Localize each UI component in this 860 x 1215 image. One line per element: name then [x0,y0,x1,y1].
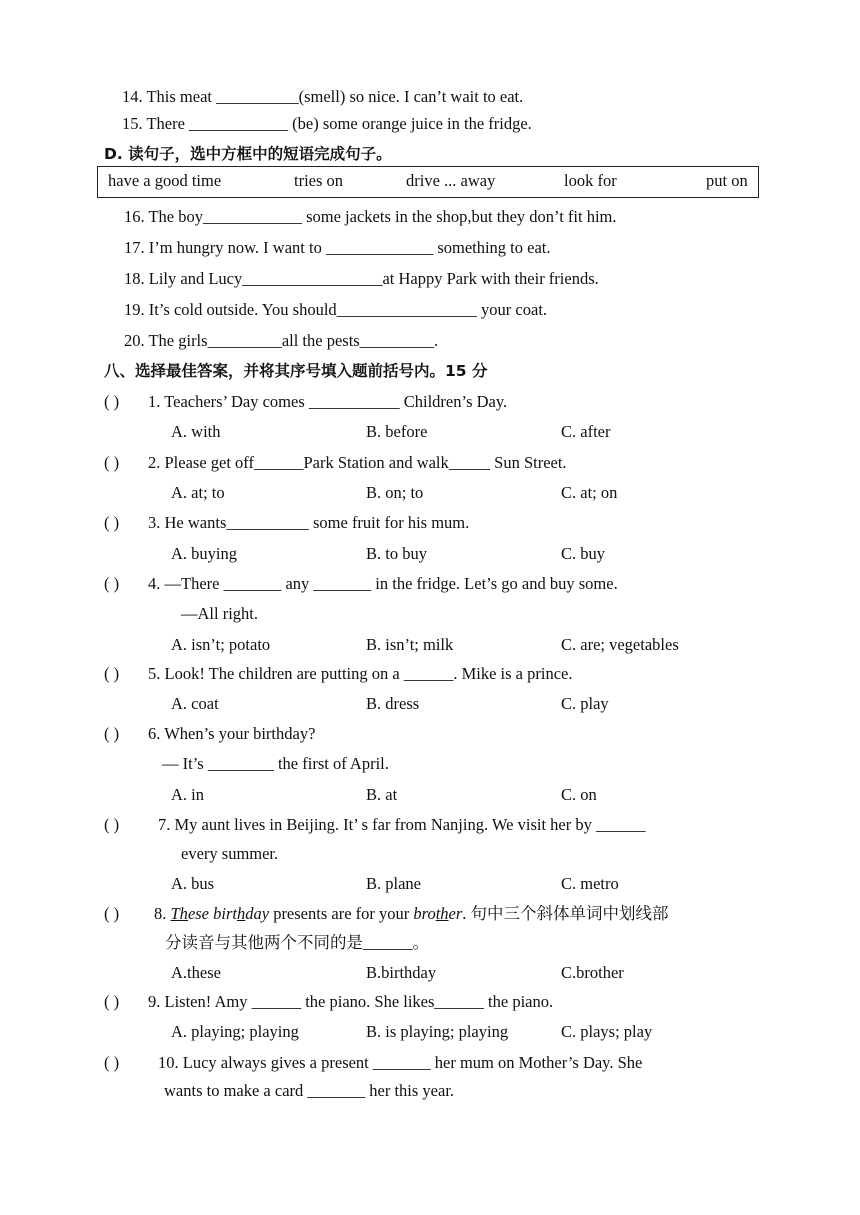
q7-option-c: C. metro [561,874,619,893]
q9-option-a: A. playing; playing [171,1022,299,1041]
question-20: 20. The girls_________all the pests_________. [124,331,439,350]
q2-option-a: A. at; to [171,483,225,502]
question-16: 16. The boy____________ some jackets in the shop,but they don’t fit him. [124,207,617,226]
phrase-3: drive ... away [406,171,496,190]
mc-question-5: 5. Look! The children are putting on a ______. Mike is a prince. [148,664,573,683]
italic-word-these: These [170,904,210,923]
phrase-5: put on [706,171,748,190]
question-14: 14. This meat __________(smell) so nice. I can’t wait to eat. [122,87,524,106]
mc-question-10: 10. Lucy always gives a present _______ her mum on Mother’s Day. She [158,1053,643,1072]
q7-option-b: B. plane [366,874,421,893]
q3-option-b: B. to buy [366,544,427,563]
mc-question-8-cont: 分读音与其他两个不同的是______。 [165,933,429,952]
q6-option-a: A. in [171,785,204,804]
answer-bracket-4[interactable]: ( ) [104,574,120,593]
mc-question-1: 1. Teachers’ Day comes ___________ Children’s Day. [148,392,508,411]
mc-question-8 [154,903,669,925]
q5-option-b: B. dress [366,694,420,713]
answer-bracket-5[interactable]: ( ) [104,664,120,683]
answer-bracket-6[interactable]: ( ) [104,724,120,743]
section-8-heading: 八、选择最佳答案，并将其序号填入题前括号内。15 分 [104,362,488,380]
q8-option-c: C.brother [561,963,624,982]
question-18: 18. Lily and Lucy_________________at Happy Park with their friends. [124,269,599,288]
q1-option-b: B. before [366,422,428,441]
q8-option-b: B.birthday [366,963,437,982]
answer-bracket-10[interactable]: ( ) [104,1053,120,1072]
q6-option-c: C. on [561,785,597,804]
mc-question-4-reply: —All right. [181,604,258,623]
q4-option-c: C. are; vegetables [561,635,679,654]
question-17: 17. I’m hungry now. I want to _____________ something to eat. [124,238,551,257]
answer-bracket-8[interactable]: ( ) [104,904,120,923]
q4-option-b: B. isn’t; milk [366,635,454,654]
q8-option-a: A.these [171,963,221,982]
section-d-heading: D. 读句子，选中方框中的短语完成句子。 [104,145,392,163]
q9-option-c: C. plays; play [561,1022,653,1041]
mc-question-2: 2. Please get off______Park Station and walk_____ Sun Street. [148,453,567,472]
q3-option-a: A. buying [171,544,237,563]
mc-question-3: 3. He wants__________ some fruit for his mum. [148,513,470,532]
q7-option-a: A. bus [171,874,215,893]
q4-option-a: A. isn’t; potato [171,635,271,654]
answer-bracket-1[interactable]: ( ) [104,392,120,411]
answer-bracket-2[interactable]: ( ) [104,453,120,472]
q8-mid: presents are for your [269,904,414,923]
q2-option-c: C. at; on [561,483,618,502]
q8-suffix: . 句中三个斜体单词中划线部 [462,904,669,923]
italic-word-birthday: birthday [209,904,270,923]
mc-question-6: 6. When’s your birthday? [148,724,316,743]
q6-option-b: B. at [366,785,398,804]
q2-option-b: B. on; to [366,483,424,502]
mc-question-6-reply: — It’s ________ the first of April. [162,754,389,773]
phrase-1: have a good time [108,171,222,190]
answer-bracket-9[interactable]: ( ) [104,992,120,1011]
mc-question-7-cont: every summer. [181,844,279,863]
q1-option-c: C. after [561,422,611,441]
phrase-box [97,166,759,198]
q8-prefix: 8. [154,904,171,923]
phrase-2: tries on [294,171,344,190]
q5-option-a: A. coat [171,694,219,713]
q9-option-b: B. is playing; playing [366,1022,509,1041]
q5-option-c: C. play [561,694,609,713]
answer-bracket-3[interactable]: ( ) [104,513,120,532]
q3-option-c: C. buy [561,544,606,563]
mc-question-10-cont: wants to make a card _______ her this year. [164,1081,455,1100]
italic-word-brother: brother [413,904,463,923]
mc-question-4: 4. —There _______ any _______ in the fridge. Let’s go and buy some. [148,574,618,593]
mc-question-9: 9. Listen! Amy ______ the piano. She likes______ the piano. [148,992,554,1011]
mc-question-7: 7. My aunt lives in Beijing. It’ s far from Nanjing. We visit her by ______ [158,815,646,834]
phrase-4: look for [564,171,617,190]
answer-bracket-7[interactable]: ( ) [104,815,120,834]
question-15: 15. There ____________ (be) some orange juice in the fridge. [122,114,532,133]
question-19: 19. It’s cold outside. You should_________________ your coat. [124,300,548,319]
q1-option-a: A. with [171,422,221,441]
